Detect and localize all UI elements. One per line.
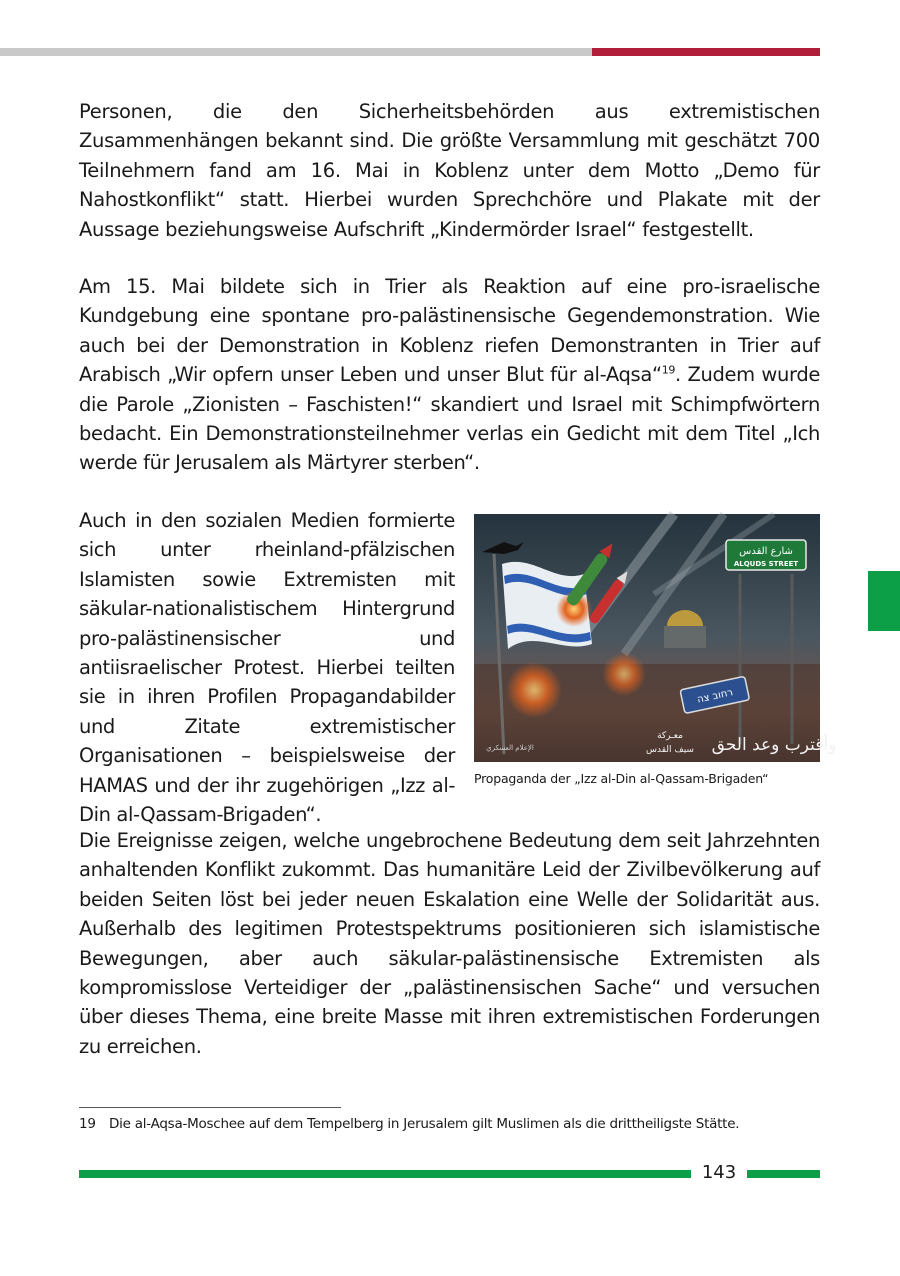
bottom-title-arabic: وأقترب وعد الحق bbox=[711, 735, 837, 755]
paragraph-conclusion: Die Ereignisse zeigen, welche ungebrochene Bedeutung dem seit Jahrzehnten anhaltenden Konflikt zukommt. Das humanitäre Leid der Zivilbevölkerung auf beiden Seiten löst bei jeder neuen Eskalation eine Welle der Solidarität aus. Außerhalb des legitimen Protestspektrums positionieren sich islamistische Bewegungen, aber auch säkular-palästinensische Extremisten als kompromisslose Verteidiger der „palästinensischen Sache“ und versuchen über dieses Thema, eine breite Masse mit ihren extremistischen Forderungen zu erreichen. bbox=[79, 829, 820, 1058]
explosion bbox=[602, 652, 646, 696]
footer-rule-right bbox=[747, 1170, 820, 1178]
footnote bbox=[79, 1115, 820, 1133]
explosion bbox=[506, 662, 562, 718]
chapter-tab-marker bbox=[868, 571, 900, 631]
header-rule-gray bbox=[0, 48, 592, 56]
footnote-reference[interactable]: 19 bbox=[661, 363, 676, 377]
street-sign-english: ALQUDS STREET bbox=[733, 560, 799, 568]
battle-label-arabic: معـركة bbox=[657, 731, 683, 741]
paragraph-koblenz-demo: Personen, die den Sicherheitsbehörden aus extremistischen Zusammenhängen bekannt sind. Die größte Versammlung mit geschätzt 700 Teilnehmern fand am 16. Mai in Koblenz unter dem Motto „Demo für Nahostkonflikt“ statt. Hierbei wurden Sprechchöre und Plakate mit der Aussage beziehungsweise Aufschrift „Kindermörder Israel“ festgestellt. bbox=[79, 100, 820, 241]
footnote-separator bbox=[79, 1107, 341, 1108]
propaganda-image bbox=[474, 514, 837, 762]
dome-base bbox=[664, 626, 706, 648]
battle-name-arabic: سيف القدس bbox=[646, 745, 694, 755]
hebrew-sign-text: רחוב צה bbox=[696, 687, 734, 706]
paragraph-text: Am 15. Mai bildete sich in Trier als Reaktion auf eine pro-israelische Kundgebung eine spontane pro-palästinensische Gegendemonstration. Wie auch bei der Demonstration in Koblenz riefen Demonstranten in Trier auf Arabisch „Wir opfern unser Leben und unser Blut für al-Aqsa“ bbox=[79, 275, 820, 387]
paragraph-social-media: Auch in den sozialen Medien formierte sich unter rheinland-pfälzischen Islamisten sowie Extremisten mit säkular-nationalistischem Hintergrund pro-palästinensischer und antiisraelischer Protest. Hierbei teilten sie in ihren Profilen Propagandabilder und Zitate extremistischer Organisationen – beispielsweise der HAMAS und der ihr zugehörigen „Izz al-Din al-Qassam-Brigaden“. bbox=[79, 509, 455, 827]
media-label-arabic: الإعلام العسكري bbox=[486, 744, 534, 752]
header-rule-red bbox=[592, 48, 820, 56]
footer-rule-left bbox=[79, 1170, 691, 1178]
footnote-text: Die al-Aqsa-Moschee auf dem Tempelberg in Jerusalem gilt Muslimen als die drittheiligste Stätte. bbox=[109, 1116, 740, 1132]
paragraph-text: . Zudem wurde die Parole „Zionisten – Faschisten!“ skandiert und Israel mit Schimpfwörtern bedacht. Ein Demonstrationsteilnehmer verlas ein Gedicht mit dem Titel „Ich werde für Jerusalem als Märtyrer sterben“. bbox=[79, 363, 821, 475]
page-number: 143 bbox=[701, 1162, 737, 1183]
paragraph-trier-counterdemo bbox=[79, 272, 820, 478]
street-sign-arabic: شارع القدس bbox=[739, 546, 793, 557]
footnote-number: 19 bbox=[79, 1116, 96, 1132]
image-caption: Propaganda der „Izz al-Din al-Qassam-Brigaden“ bbox=[474, 771, 769, 786]
